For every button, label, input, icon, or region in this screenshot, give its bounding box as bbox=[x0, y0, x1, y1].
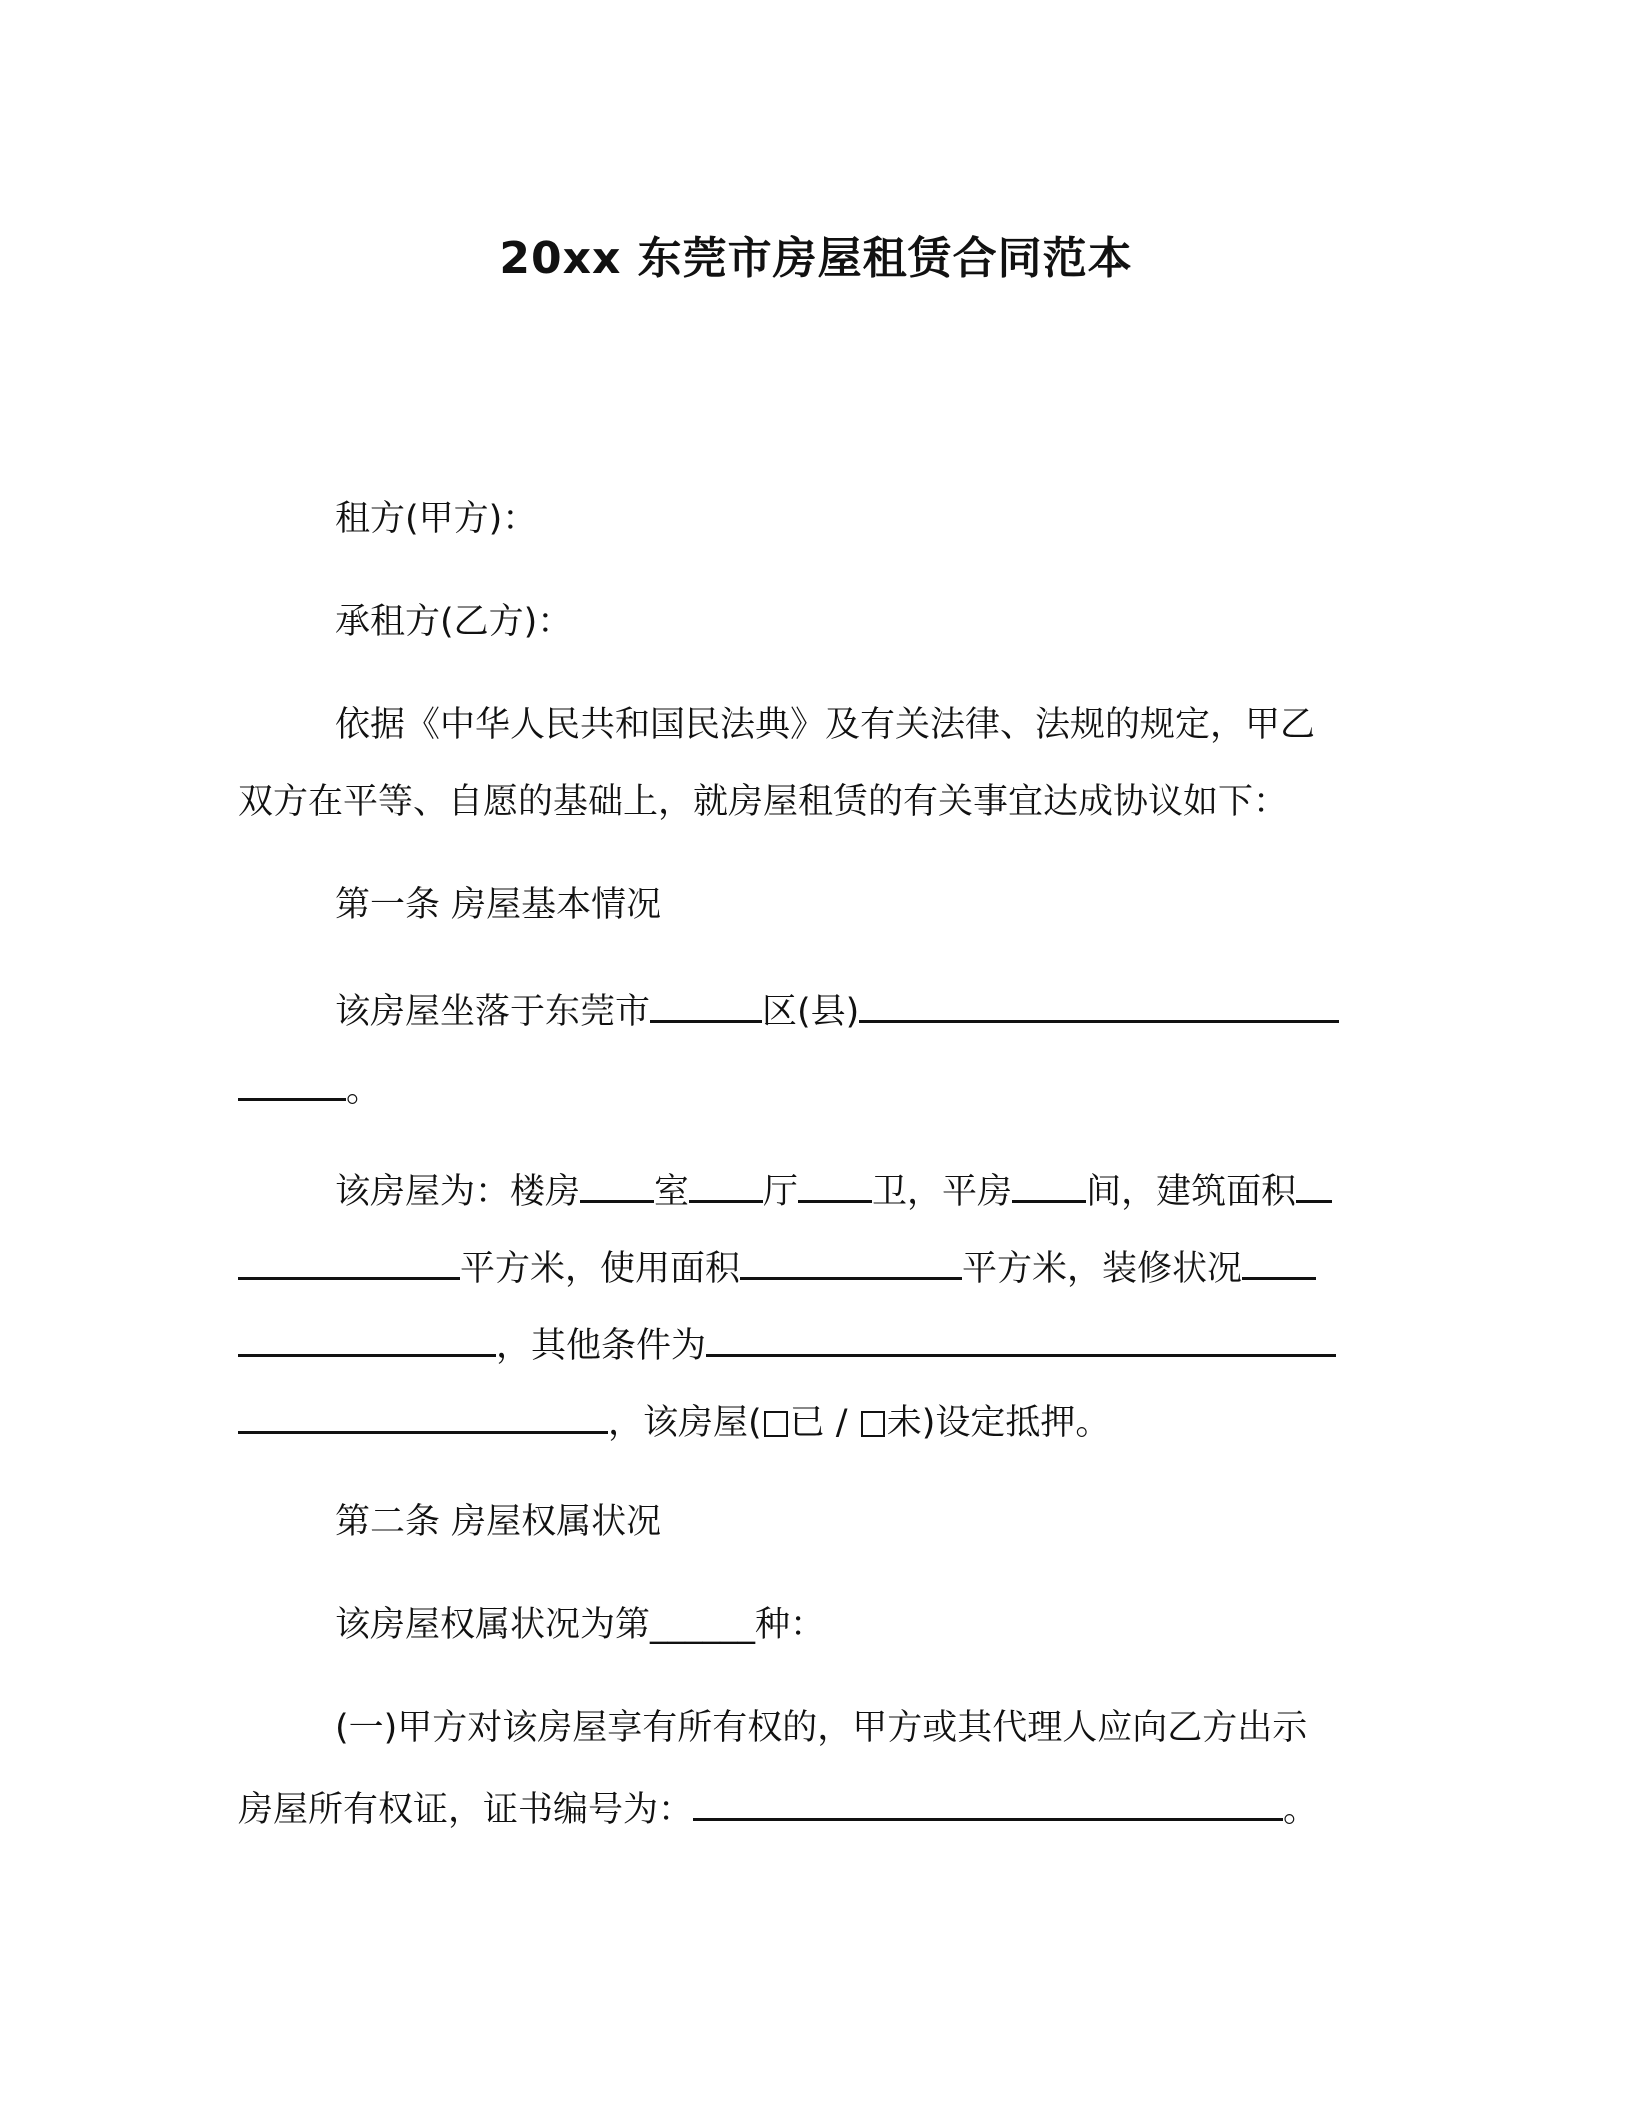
article-1-heading: 第一条 房屋基本情况 bbox=[335, 885, 662, 925]
document-title: 20xx 东莞市房屋租赁合同范本 bbox=[499, 233, 1133, 284]
area-blank-start bbox=[1296, 1170, 1332, 1203]
hall-blank bbox=[689, 1170, 763, 1203]
certificate-number-blank bbox=[693, 1788, 1283, 1821]
hall-label: 厅 bbox=[763, 1172, 799, 1212]
decoration-blank bbox=[238, 1324, 496, 1357]
house-type-line bbox=[335, 1170, 1332, 1210]
room-blank bbox=[580, 1170, 654, 1203]
clause-1-line-2 bbox=[238, 1788, 1318, 1828]
bath-blank bbox=[798, 1170, 872, 1203]
jian-label: 间，建筑面积 bbox=[1086, 1172, 1297, 1212]
preamble-line-1: 依据《中华人民共和国民法典》及有关法律、法规的规定，甲乙 bbox=[335, 705, 1316, 745]
location-period: 。 bbox=[346, 1070, 382, 1110]
usable-area-blank bbox=[740, 1247, 962, 1280]
district-blank bbox=[650, 990, 762, 1023]
sqm-label-2: 平方米，装修状况 bbox=[962, 1249, 1243, 1289]
mortgage-prefix: ，该房屋( bbox=[608, 1403, 762, 1443]
clause-1-line-1: (一)甲方对该房屋享有所有权的，甲方或其代理人应向乙方出示 bbox=[335, 1708, 1308, 1748]
article-2-heading: 第二条 房屋权属状况 bbox=[335, 1502, 662, 1542]
decoration-blank-start bbox=[1242, 1247, 1316, 1280]
other-conditions-blank bbox=[706, 1324, 1336, 1357]
other-conditions-blank-cont bbox=[238, 1401, 608, 1434]
other-conditions-label: ，其他条件为 bbox=[496, 1326, 707, 1366]
mortgage-no-checkbox[interactable] bbox=[861, 1411, 885, 1437]
mortgage-yes-label: 已 / bbox=[789, 1403, 859, 1443]
mortgage-line bbox=[238, 1401, 1110, 1441]
certificate-period: 。 bbox=[1283, 1790, 1319, 1830]
location-line-2 bbox=[238, 1068, 381, 1108]
area-line bbox=[238, 1247, 1316, 1287]
room-label: 室 bbox=[654, 1172, 690, 1212]
preamble-line-2: 双方在平等、自愿的基础上，就房屋租赁的有关事宜达成协议如下： bbox=[238, 782, 1289, 822]
area-blank bbox=[238, 1247, 460, 1280]
party-b-label: 承租方(乙方)： bbox=[335, 602, 573, 642]
address-blank-cont bbox=[238, 1068, 346, 1101]
certificate-label: 房屋所有权证，证书编号为： bbox=[238, 1790, 694, 1830]
bath-label: 卫，平房 bbox=[872, 1172, 1013, 1212]
ownership-line: 该房屋权属状况为第______种： bbox=[335, 1605, 826, 1645]
location-district-label: 区(县) bbox=[762, 992, 860, 1032]
house-prefix: 该房屋为：楼房 bbox=[335, 1172, 581, 1212]
party-a-label: 租方(甲方)： bbox=[335, 499, 538, 539]
address-blank bbox=[859, 990, 1339, 1023]
location-prefix: 该房屋坐落于东莞市 bbox=[335, 992, 651, 1032]
jian-blank bbox=[1012, 1170, 1086, 1203]
mortgage-yes-checkbox[interactable] bbox=[764, 1411, 788, 1437]
location-line bbox=[335, 990, 1339, 1030]
other-conditions-line bbox=[238, 1324, 1336, 1364]
mortgage-no-label: 未)设定抵押。 bbox=[886, 1403, 1111, 1443]
sqm-label-1: 平方米，使用面积 bbox=[460, 1249, 741, 1289]
